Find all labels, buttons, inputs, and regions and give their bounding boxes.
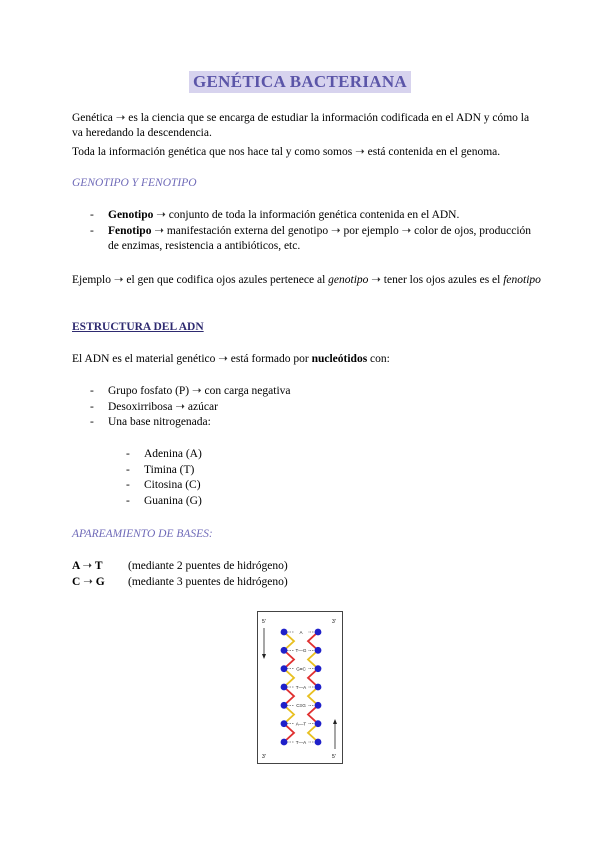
component-base: Una base nitrogenada: — [108, 416, 211, 428]
phosphate-left — [281, 739, 288, 746]
base-pair-label: G≡C — [296, 666, 306, 672]
adn-intro — [72, 352, 542, 367]
arrow-icon: ➝ — [156, 209, 166, 221]
pair-row — [72, 574, 542, 590]
intro-paragraph-2 — [72, 145, 542, 160]
pair-right: G — [95, 576, 105, 588]
adn-nucleotidos: nucleótidos — [311, 353, 368, 365]
genotipo-heading: GENOTIPO Y FENOTIPO — [72, 177, 197, 189]
example-paragraph — [72, 273, 542, 288]
base-pair-label: A—T — [295, 721, 307, 727]
example-text-2: tener los ojos azules es el — [383, 274, 501, 286]
example-fenotipo: fenotipo — [503, 274, 541, 286]
list-item — [72, 208, 542, 224]
base-pair-label: T—G — [295, 648, 307, 654]
example-label: Ejemplo — [72, 274, 111, 286]
label-top-right: 3' — [332, 619, 336, 625]
phosphate-right — [315, 684, 322, 691]
intro-text-2b: está contenida en el genoma. — [367, 146, 501, 158]
component-fosfato: Grupo fosfato (P) — [108, 385, 190, 397]
phosphate-right — [315, 720, 322, 727]
fenotipo-definition-c: color de ojos, producción de enzimas, resistencia a antibióticos, etc. — [108, 224, 532, 252]
adn-components-list — [72, 384, 542, 431]
list-item: - Citosina (C) — [72, 478, 542, 494]
arrow-icon: ➝ — [175, 400, 186, 413]
pair-text: (mediante 3 puentes de hidrógeno) — [128, 576, 288, 588]
list-item — [72, 384, 542, 400]
genotipo-list — [72, 208, 542, 255]
phosphate-left — [281, 665, 288, 672]
adn-text-b: está formado por — [230, 353, 309, 365]
pair-label — [72, 574, 128, 590]
title-wrapper — [0, 71, 600, 93]
component-desoxirribosa-note: azúcar — [187, 400, 218, 413]
term-fenotipo: Fenotipo — [108, 224, 152, 237]
arrow-icon: ➝ — [371, 274, 381, 286]
adn-text-a: El ADN es el material genético — [72, 353, 216, 365]
pair-row — [72, 558, 542, 574]
base-pair-label: T—A — [295, 739, 307, 745]
arrow-icon: ➝ — [192, 385, 202, 397]
component-desoxirribosa: Desoxirribosa — [108, 400, 173, 413]
list-item: - Timina (T) — [72, 463, 542, 479]
pair-label — [72, 558, 128, 574]
pair-text: (mediante 2 puentes de hidrógeno) — [128, 560, 288, 572]
apareamiento-heading: APAREAMIENTO DE BASES: — [72, 528, 213, 540]
label-bottom-right: 5' — [332, 754, 336, 760]
phosphate-left — [281, 684, 288, 691]
pairs-block — [72, 558, 542, 590]
phosphate-left — [281, 720, 288, 727]
genotipo-definition: conjunto de toda la información genética contenida en el ADN. — [168, 209, 460, 221]
base-pair-label: T—A — [295, 684, 307, 690]
adn-text-d: con: — [370, 353, 390, 365]
fenotipo-definition-a: manifestación externa del genotipo — [166, 224, 329, 237]
example-text-1: el gen que codifica ojos azules pertenece al — [126, 274, 326, 286]
base-pair-label: A — [299, 629, 303, 635]
page-title: GENÉTICA BACTERIANA — [189, 71, 411, 93]
arrow-head-left — [262, 654, 266, 659]
intro-paragraph-1 — [72, 111, 542, 141]
phosphate-left — [281, 629, 288, 636]
arrow-icon: ➝ — [401, 224, 412, 237]
list-item — [72, 400, 542, 416]
arrow-icon: ➝ — [154, 224, 164, 237]
arrow-icon: ➝ — [218, 353, 228, 365]
component-fosfato-note: con carga negativa — [204, 385, 291, 397]
arrow-icon: ➝ — [83, 576, 93, 588]
list-item: - Guanina (G) — [72, 494, 542, 510]
pair-right: T — [94, 560, 103, 572]
arrow-head-right — [333, 719, 337, 724]
label-top-left: 5' — [262, 619, 266, 625]
phosphate-right — [315, 739, 322, 746]
arrow-icon: ➝ — [115, 112, 126, 124]
base-pair-label: C≡G — [296, 703, 306, 709]
helix-group — [281, 629, 322, 746]
dna-figure — [257, 611, 343, 764]
list-item: - Adenina (A) — [72, 447, 542, 463]
bases-list — [72, 447, 542, 509]
intro-term: Genética — [72, 112, 113, 124]
adn-heading: ESTRUCTURA DEL ADN — [72, 321, 204, 333]
dna-double-helix-diagram — [258, 612, 342, 763]
pair-left: A — [72, 560, 80, 572]
term-genotipo: Genotipo — [108, 209, 154, 221]
phosphate-right — [315, 702, 322, 709]
pair-left: C — [72, 576, 81, 588]
phosphate-left — [281, 647, 288, 654]
phosphate-right — [315, 665, 322, 672]
example-genotipo: genotipo — [328, 274, 369, 286]
phosphate-right — [315, 629, 322, 636]
phosphate-left — [281, 702, 288, 709]
arrow-icon: ➝ — [82, 560, 93, 572]
phosphate-right — [315, 647, 322, 654]
label-bottom-left: 3' — [262, 754, 266, 760]
arrow-icon: ➝ — [113, 274, 124, 286]
intro-text: es la ciencia que se encarga de estudiar la información codificada en el ADN y cómo la va heredando la descendencia. — [72, 112, 530, 139]
intro-text-2a: Toda la información genética que nos hace tal y como somos — [72, 146, 353, 158]
arrow-icon: ➝ — [330, 224, 341, 237]
list-item — [72, 415, 542, 431]
arrow-icon: ➝ — [355, 146, 365, 158]
fenotipo-definition-b: por ejemplo — [343, 224, 399, 237]
list-item — [72, 224, 542, 255]
